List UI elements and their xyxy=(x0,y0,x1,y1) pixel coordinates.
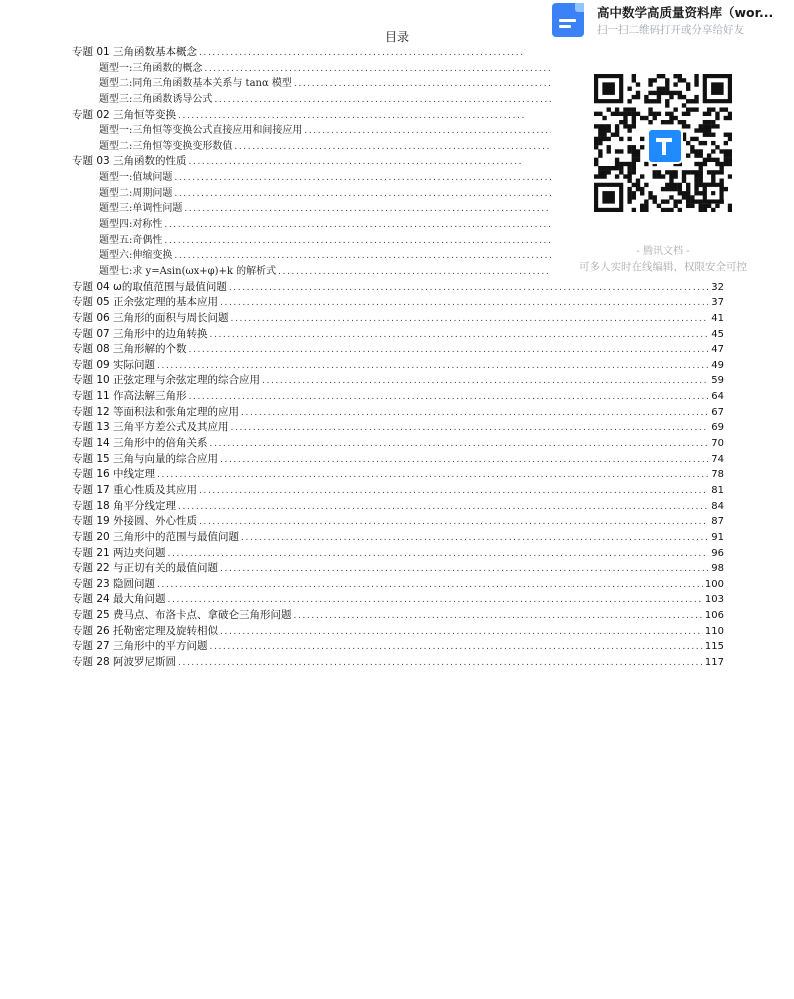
dot-leader xyxy=(220,296,708,312)
toc-page-number: 100 xyxy=(704,578,724,590)
qr-code[interactable] xyxy=(594,74,732,212)
toc-page-number: 103 xyxy=(704,594,724,606)
toc-entry-label: 专题 04 ω的取值范围与最值问题 xyxy=(72,280,227,293)
dot-leader xyxy=(220,625,703,641)
toc-entry-label: 专题 18 角平分线定理 xyxy=(72,499,177,512)
toc-entry[interactable] xyxy=(72,561,724,577)
toc-subentry[interactable] xyxy=(72,217,567,233)
toc-entry[interactable] xyxy=(72,154,540,170)
toc-entry[interactable] xyxy=(72,405,724,421)
dot-leader xyxy=(234,140,551,156)
toc-entry-label: 题型四:对称性 xyxy=(99,219,163,231)
dot-leader xyxy=(174,249,551,265)
toc-entry[interactable] xyxy=(72,108,540,124)
dot-leader xyxy=(189,390,708,406)
toc-entry[interactable] xyxy=(72,483,724,499)
dot-leader xyxy=(157,468,708,484)
toc-page-number: 70 xyxy=(711,438,724,450)
toc-entry[interactable] xyxy=(72,45,540,61)
share-title[interactable]: 高中数学高质量资料库（wor... xyxy=(597,5,774,20)
dot-leader xyxy=(220,453,708,469)
toc-entry[interactable] xyxy=(72,608,724,624)
dot-leader xyxy=(178,656,703,672)
toc-entry[interactable] xyxy=(72,342,724,358)
dot-leader xyxy=(178,500,708,516)
toc-entry[interactable] xyxy=(72,546,724,562)
toc-page-number: 59 xyxy=(711,375,724,387)
toc-page-number: 81 xyxy=(711,484,724,496)
dot-leader xyxy=(199,515,708,531)
toc-entry-label: 专题 20 三角形中的范围与最值问题 xyxy=(72,530,240,543)
collab-tagline: 可多人实时在线编辑，权限安全可控 xyxy=(579,261,747,273)
toc-entry-label: 专题 07 三角形中的边角转换 xyxy=(72,327,208,340)
dot-leader xyxy=(294,609,703,625)
dot-leader xyxy=(204,62,551,78)
toc-entry[interactable] xyxy=(72,592,724,608)
toc-subentry[interactable] xyxy=(72,76,567,92)
toc-page-number: 98 xyxy=(711,563,724,575)
toc-page-number: 96 xyxy=(711,547,724,559)
toc-entry-label: 专题 15 三角与向量的综合应用 xyxy=(72,452,219,465)
toc-entry[interactable] xyxy=(72,624,724,640)
dot-leader xyxy=(262,374,708,390)
toc-entry-label: 专题 26 托勒密定理及旋转相似 xyxy=(72,624,219,637)
toc-page-number: 37 xyxy=(711,297,724,309)
toc-page-number: 47 xyxy=(711,344,724,356)
toc-page-number: 32 xyxy=(711,281,724,293)
toc-entry[interactable] xyxy=(72,436,724,452)
dot-leader xyxy=(184,202,551,218)
toc-entry-label: 专题 05 正余弦定理的基本应用 xyxy=(72,296,219,309)
toc-subentry[interactable] xyxy=(72,123,567,139)
toc-subentry[interactable] xyxy=(72,61,567,77)
toc-subentry[interactable] xyxy=(72,233,567,249)
toc-entry-label: 题型五:奇偶性 xyxy=(99,234,163,246)
dot-leader xyxy=(157,578,703,594)
dot-leader xyxy=(304,124,551,140)
toc-entry-label: 专题 16 中线定理 xyxy=(72,468,156,481)
toc-page-number: 41 xyxy=(711,312,724,324)
toc-entry-label: 题型二:同角三角函数基本关系与 tanα 模型 xyxy=(99,78,292,90)
tencent-docs-label: - 腾讯文档 - xyxy=(636,246,690,257)
toc-entry-label: 专题 10 正弦定理与余弦定理的综合应用 xyxy=(72,374,261,387)
toc-subentry[interactable] xyxy=(72,170,567,186)
dot-leader xyxy=(214,93,551,109)
toc-entry[interactable] xyxy=(72,499,724,515)
toc-entry-label: 专题 12 等面积法和张角定理的应用 xyxy=(72,405,240,418)
toc-entry[interactable] xyxy=(72,655,724,671)
toc-entry[interactable] xyxy=(72,389,724,405)
toc-subentry[interactable] xyxy=(72,264,567,280)
toc-entry[interactable] xyxy=(72,327,724,343)
toc-entry-label: 专题 21 两边夹问题 xyxy=(72,546,166,559)
toc-entry-label: 专题 13 三角平方差公式及其应用 xyxy=(72,421,229,434)
toc-page-number: 106 xyxy=(704,610,724,622)
toc-subentry[interactable] xyxy=(72,248,567,264)
toc-entry-label: 题型二:周期问题 xyxy=(99,187,173,199)
toc-subentry[interactable] xyxy=(72,186,567,202)
toc-page-number: 117 xyxy=(704,656,724,668)
dot-leader xyxy=(199,484,708,500)
dot-leader xyxy=(168,593,703,609)
dot-leader xyxy=(231,421,708,437)
toc-page-number: 67 xyxy=(711,406,724,418)
dot-leader xyxy=(189,343,708,359)
toc-entry[interactable] xyxy=(72,420,724,436)
toc-entry-label: 专题 02 三角恒等变换 xyxy=(72,108,177,121)
share-subtitle: 扫一扫二维码打开或分享给好友 xyxy=(597,24,744,36)
dot-leader xyxy=(164,234,551,250)
toc-entry-label: 专题 23 隐圆问题 xyxy=(72,577,156,590)
toc-page-number: 69 xyxy=(711,422,724,434)
dot-leader xyxy=(157,359,708,375)
toc-entry-label: 专题 25 费马点、布洛卡点、拿破仑三角形问题 xyxy=(72,609,292,622)
toc-page-number: 87 xyxy=(711,516,724,528)
toc-entry-label: 题型三:单调性问题 xyxy=(99,203,183,215)
toc-entry-label: 专题 03 三角函数的性质 xyxy=(72,155,187,168)
toc-entry-label: 题型一:值域问题 xyxy=(99,172,173,184)
toc-entry-label: 题型六:伸缩变换 xyxy=(99,250,173,262)
toc-entry-label: 专题 08 三角形解的个数 xyxy=(72,343,187,356)
toc-entry-label: 专题 28 阿波罗尼斯圆 xyxy=(72,655,177,668)
dot-leader xyxy=(210,328,708,344)
dot-leader xyxy=(164,218,551,234)
toc-page-number: 91 xyxy=(711,531,724,543)
toc-entry-label: 专题 06 三角形的面积与周长问题 xyxy=(72,311,229,324)
doc-icon xyxy=(552,3,584,37)
dot-leader xyxy=(294,77,551,93)
toc-subentry[interactable] xyxy=(72,139,567,155)
toc-entry-label: 专题 19 外接圆、外心性质 xyxy=(72,515,198,528)
toc-page-number: 110 xyxy=(704,625,724,637)
dot-leader xyxy=(231,312,708,328)
toc-entry[interactable] xyxy=(72,295,724,311)
toc-entry[interactable] xyxy=(72,514,724,530)
dot-leader xyxy=(210,437,708,453)
toc-entry-label: 专题 27 三角形中的平方问题 xyxy=(72,640,208,653)
toc-entry[interactable] xyxy=(72,577,724,593)
toc-page-number: 78 xyxy=(711,469,724,481)
toc-entry[interactable] xyxy=(72,467,724,483)
toc-entry-label: 专题 11 作高法解三角形 xyxy=(72,390,187,403)
toc-page-number: 74 xyxy=(711,453,724,465)
dot-leader xyxy=(189,155,524,171)
toc-entry[interactable] xyxy=(72,358,724,374)
toc-entry-label: 题型二:三角恒等变换变形数值 xyxy=(99,140,233,152)
dot-leader xyxy=(220,562,708,578)
dot-leader xyxy=(168,547,708,563)
dot-leader xyxy=(210,640,703,656)
toc-entry-label: 专题 01 三角函数基本概念 xyxy=(72,46,198,58)
toc-subentry[interactable] xyxy=(72,201,567,217)
toc-entry[interactable] xyxy=(72,530,724,546)
dot-leader xyxy=(278,265,551,281)
tencent-docs-logo-icon xyxy=(647,128,683,164)
toc-entry[interactable] xyxy=(72,373,724,389)
toc-page-number: 45 xyxy=(711,328,724,340)
toc-page-number: 64 xyxy=(711,391,724,403)
toc-page-number: 115 xyxy=(704,641,724,653)
toc-entry-label: 题型七:求 y=Asin(ωx+φ)+k 的解析式 xyxy=(99,265,277,277)
toc-entry-label: 题型三:三角函数诱导公式 xyxy=(99,93,213,105)
toc-subentry[interactable] xyxy=(72,92,567,108)
dot-leader xyxy=(174,187,551,203)
dot-leader xyxy=(199,46,524,62)
toc-entry[interactable] xyxy=(72,639,724,655)
toc-page-number: 84 xyxy=(711,500,724,512)
toc-entry-label: 专题 22 与正切有关的最值问题 xyxy=(72,562,219,575)
dot-leader xyxy=(241,531,708,547)
share-card xyxy=(552,0,794,290)
toc-entry-label: 题型一:三角函数的概念 xyxy=(99,62,203,74)
toc-page-number: 49 xyxy=(711,359,724,371)
toc-entry[interactable] xyxy=(72,311,724,327)
toc-entry-label: 专题 09 实际问题 xyxy=(72,358,156,371)
toc-entry-label: 题型一:三角恒等变换公式直接应用和间接应用 xyxy=(99,125,303,137)
page-title: 目录 xyxy=(384,30,409,44)
toc-entry-label: 专题 17 重心性质及其应用 xyxy=(72,483,198,496)
toc-entry[interactable] xyxy=(72,452,724,468)
dot-leader xyxy=(178,109,524,125)
toc-entry-label: 专题 14 三角形中的倍角关系 xyxy=(72,437,208,450)
toc-entry-label: 专题 24 最大角问题 xyxy=(72,593,166,606)
dot-leader xyxy=(174,171,551,187)
dot-leader xyxy=(241,406,708,422)
